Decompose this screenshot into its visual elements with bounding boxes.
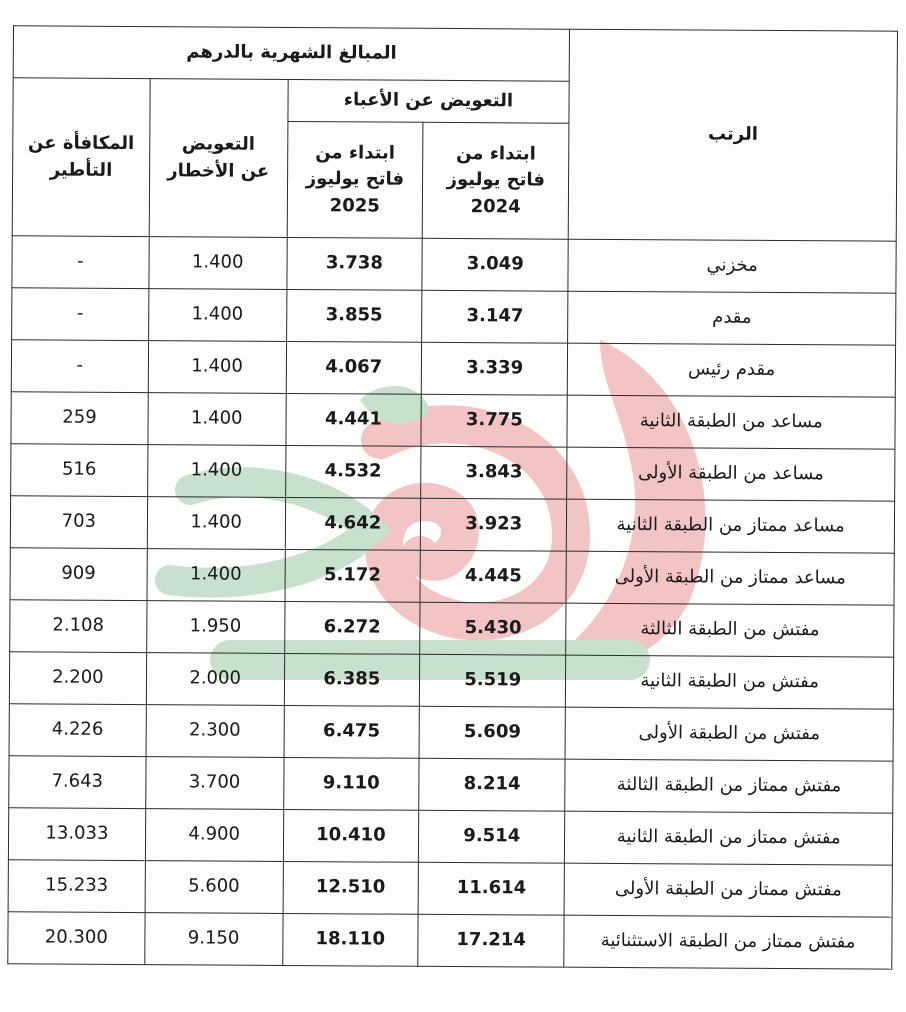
bonus-cell: 2.200: [9, 652, 146, 705]
value-2024-cell: 3.775: [421, 394, 567, 447]
table-row: [12, 288, 896, 345]
table-row: [10, 496, 894, 553]
risk-cell: 4.900: [145, 809, 283, 862]
bonus-cell: 20.300: [8, 912, 145, 965]
risk-cell: 1.400: [148, 393, 286, 446]
risk-cell: 5.600: [145, 861, 283, 914]
rank-cell: مفتش ممتاز من الطبقة الثالثة: [565, 759, 893, 813]
value-2025-cell: 5.172: [285, 549, 421, 602]
bonus-cell: 516: [11, 444, 148, 497]
table-row: [9, 704, 893, 761]
bonus-cell: 2.108: [10, 600, 147, 653]
rank-cell: مفتش ممتاز من الطبقة الاستثنائية: [564, 915, 892, 969]
value-2025-cell: 6.475: [284, 705, 420, 758]
value-2025-cell: 6.272: [284, 601, 420, 654]
value-2025-cell: 4.067: [286, 341, 422, 394]
bonus-cell: 13.033: [8, 808, 145, 861]
rank-cell: مقدم رئيس: [568, 343, 896, 397]
table-row: [9, 652, 893, 709]
rank-cell: مساعد ممتاز من الطبقة الثانية: [567, 499, 895, 553]
risk-cell: 3.700: [145, 757, 283, 810]
bonus-cell: -: [11, 340, 148, 393]
value-2025-cell: 18.110: [282, 913, 418, 966]
bonus-cell: -: [12, 288, 149, 341]
table-row: [8, 860, 892, 917]
value-2025-cell: 3.855: [286, 289, 422, 342]
value-2024-cell: 5.519: [420, 654, 566, 707]
rank-cell: مقدم: [568, 291, 896, 345]
risk-cell: 2.300: [146, 705, 284, 758]
rank-cell: مساعد من الطبقة الثانية: [567, 395, 895, 449]
value-2024-cell: 11.614: [418, 862, 564, 915]
value-2025-cell: 4.642: [285, 497, 421, 550]
compensation-table: [7, 25, 898, 969]
table-row: [11, 340, 895, 397]
table-row: [8, 808, 892, 865]
value-2024-cell: 3.339: [421, 342, 567, 395]
value-2025-cell: 9.110: [283, 757, 419, 810]
table-row: [8, 912, 892, 969]
bonus-cell: 4.226: [9, 704, 146, 757]
bonus-cell: 909: [10, 548, 147, 601]
value-2024-cell: 4.445: [420, 550, 566, 603]
value-2024-cell: 3.049: [422, 238, 568, 291]
header-burden-compensation: التعويض عن الأعباء: [287, 79, 569, 123]
header-rank: الرتب: [569, 29, 898, 241]
value-2025-cell: 6.385: [284, 653, 420, 706]
value-2025-cell: 3.738: [286, 237, 422, 290]
table-row: [9, 756, 893, 813]
rank-cell: مفتش من الطبقة الثانية: [566, 655, 894, 709]
value-2025-cell: 10.410: [283, 809, 419, 862]
rank-cell: مفتش من الطبقة الثالثة: [566, 603, 894, 657]
header-risk-compensation: التعويض عن الأخطار: [149, 79, 288, 238]
value-2024-cell: 3.843: [421, 446, 567, 499]
rank-cell: مفتش ممتاز من الطبقة الأولى: [564, 863, 892, 917]
risk-cell: 1.400: [147, 497, 285, 550]
rank-cell: مساعد من الطبقة الأولى: [567, 447, 895, 501]
rank-cell: مفتش من الطبقة الأولى: [565, 707, 893, 761]
value-2025-cell: 4.441: [285, 393, 421, 446]
risk-cell: 1.400: [148, 341, 286, 394]
bonus-cell: 15.233: [8, 860, 145, 913]
header-from-july-2024: ابتداء من فاتح يوليوز 2024: [422, 122, 569, 239]
header-supervision-bonus: المكافأة عن التأطير: [12, 78, 150, 237]
bonus-cell: 7.643: [9, 756, 146, 809]
value-2024-cell: 9.514: [419, 810, 565, 863]
value-2025-cell: 12.510: [283, 861, 419, 914]
value-2024-cell: 8.214: [419, 758, 565, 811]
table-row: [11, 444, 895, 501]
header-from-july-2025: ابتداء من فاتح يوليوز 2025: [287, 121, 423, 238]
value-2024-cell: 5.430: [420, 602, 566, 655]
bonus-cell: -: [12, 236, 149, 289]
table-row: [10, 600, 894, 657]
table-row: [11, 392, 895, 449]
risk-cell: 9.150: [145, 913, 283, 966]
risk-cell: 1.400: [148, 289, 286, 342]
table-row: [12, 236, 896, 293]
risk-cell: 2.000: [146, 653, 284, 706]
value-2024-cell: 3.923: [420, 498, 566, 551]
rank-cell: مفتش ممتاز من الطبقة الثانية: [565, 811, 893, 865]
value-2024-cell: 17.214: [418, 914, 564, 967]
table-row: [10, 548, 894, 605]
risk-cell: 1.400: [149, 237, 287, 290]
header-monthly-amounts: المبالغ الشهرية بالدرهم: [13, 26, 570, 81]
value-2025-cell: 4.532: [285, 445, 421, 498]
rank-cell: مخزني: [568, 239, 896, 293]
table-body: [8, 236, 896, 969]
bonus-cell: 259: [11, 392, 148, 445]
risk-cell: 1.950: [146, 601, 284, 654]
risk-cell: 1.400: [147, 549, 285, 602]
rank-cell: مساعد ممتاز من الطبقة الأولى: [566, 551, 894, 605]
value-2024-cell: 3.147: [422, 290, 568, 343]
value-2024-cell: 5.609: [419, 706, 565, 759]
risk-cell: 1.400: [147, 445, 285, 498]
bonus-cell: 703: [10, 496, 147, 549]
